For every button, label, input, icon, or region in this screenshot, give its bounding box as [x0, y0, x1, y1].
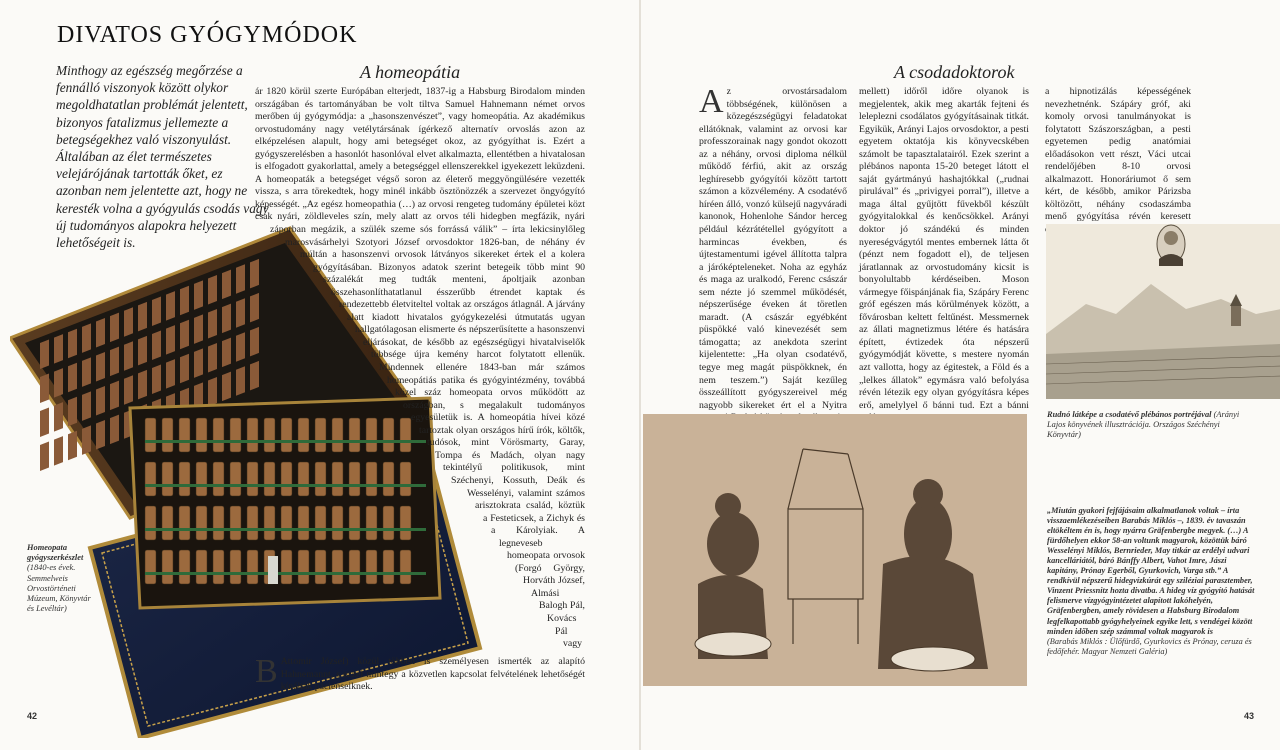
barabas-drawing [643, 414, 1027, 686]
dropcap-b: B [255, 653, 278, 690]
quote-source: (Barabás Miklós : Ülőfürdő, Gyurkovics és Prónay, ceruza és fedőfehér. Magyar Nemzeti Galéria) [1047, 636, 1252, 656]
right-page [641, 0, 1280, 750]
left-page [0, 0, 639, 750]
homeopathy-text: ár 1820 körül szerte Európában elterjedt, 1837-ig a Habsburg Birodalom minden országában és tartományában be volt tiltva Samuel Hahnemann német orvos merőben új gyógymódja: a „hasonszenvészet”, vagy homeopátia. Az akadémikus orvostudomány nagy vetélytársának ígérkező alternatív orvoslás azon az elképzelésen alapult, hogy ami betegséget okoz, az gyógyíthat is. Ezért a gyógyszerelésben a hasonlót hasonlóval elvet alkalmazta, ellentétben a hivatalosan is elfogadott gyakorlattal, amely a betegséggel ellenszerekkel igyekezett leküzdeni. A homeopaták a betegséget végső soron az életerő meggyöngülésére vezették vissza, s arra törekedtek, hogy minél inkább ösztönözzék a szervezet öngyógyító képességét. „Az egész homeopathia (…) az orvosi rengeteg tudomány épületei közt csak nyári, zöldleveles szín, mely alatt az orvos téli hidegben megfázik, nyári záporban megázik, a szülék szeme sós forrássá válik” – írta lekicsinylőleg marosvásárhelyi Szotyori József orvosdoktor 1826-ban, de néhány év múltán a hasonszenvi orvosok látványos sikereket értek el a kolera gyógyításában. Bizonyos adatok szerint betegeik több mint 90 százalékát meg tudták menteni, ápoltjaik azonban összehasonlíthatatlanul ésszerűbb étrendet kaptak és rendezettebb életviteltel voltak az országos átlagnál. A járvány alatt kiadott hivatalos gyógykezelési útmutatás ugyan hallgatólagosan elismerte és népszerűsítette a hasonszenvi eljárásokat, de később az egészségügyi hivatalviselők többsége újra kemény harcot folytatott ellenük. Mindennek ellenére 1843-ban már számos homeopátiás patika és gyógyintézmény, továbbá közel száz homeopata orvos működött az országban, s megalakult tudományos egyesületük is. A homeopátia hívei közé tartoztak olyan országos hírű írók, költők, tudósok, mint Vörösmarty, Garay, Tompa és Madách, olyan nagy tekintélyű politikusok, mint Széchenyi, Kossuth, Deák és Wesselényi, valamint számos arisztokrata család, köztük a Festeticsek, a Zichyk és a Károlyiak. A legneveseb homeopata orvosok (Forgó György, Horváth József, Almási Balogh Pál, Kovács Pál vagy Attomir József) közül többen is személyesen ismerték az alapító Hahnemannt, s ezzel mintegy a közvetlen kapcsolat felvételének lehetőségét kínálták pácienseiknek. [255, 86, 585, 693]
rudno-landscape-illustration [1046, 214, 1280, 404]
chapter-title: DIVATOS GYÓGYMÓDOK [57, 22, 358, 48]
page-number-right: 43 [1244, 711, 1255, 721]
rudno-caption-title: Rudnó látképe a csodatévő plébános portréjával [1047, 410, 1212, 419]
section-title-miracle-doctors: A csodadoktorok [894, 62, 1015, 82]
kit-caption [27, 543, 99, 614]
intro-paragraph: Minthogy az egészség megőrzése a fennálló viszonyok között olykor megoldhatatlan problémát jelentett, bizonyos fatalizmus jellemezte a betegségekhez való viszonyulást. Általában az élet természetes velejárójának tartották őket, ez azonban nem jelentette azt, hogy ne keresték volna a gyógyulás csodás vagy új tudományos alapokra helyezett lehetőségeit is. [56, 63, 269, 251]
rudno-caption-source: (Arányi Lajos könyvének illusztrációja. Országos Széchényi Könyvtár) [1047, 410, 1240, 440]
dropcap-a: A [699, 83, 724, 120]
page-number-left: 42 [27, 711, 38, 721]
miracle-doctors-col3: a hipnotizálás képességének nevezhetnénk. Szápáry gróf, aki komoly orvosi tanulmányokat is folytatott Szászországban, a pesti egyetemen pedig anatómiai előadásokon vett részt, Váci utcai rendelőjében 8-10 orvosi alkalmazott. Honoráriumot ő sem kért, de később, amikor Párizsba költözött, néhány csodaszámba menő gyógyítása révén keresett [1045, 86, 1191, 223]
miracle-doctors-col2: mellett) időről időre olyanok is megjelentek, akik meg akarták fejteni és leleplezni csodálatos gyógyításainak titkát. Egyikük, Arányi Lajos orvosdoktor, a pesti egyetem oktatója kis könyvecskében számolt be tapasztalatairól. Ezek szerint a plébános naponta 15-20 beteget látott el saját gyártmányú hashajtókkal („rudnai pirulával” és „privigyei porral”), illetve a maga által gyűjtött fűvekből készült gyógyitalokkal és kenőcsökkel. Arányi doktor jó szándékú és minden nyereségvágytól mentes embernek látta őt (pénzt nem fogadott el), de teljesen járatlannak az orvostudomány kicsit is bonyolultabb kérdéseiben. Moson vármegye főispánjának fia, Szápáry Ferenc gróf egészen más körülmények között, a fővárosban keltett feltűnést. Messmernek az állati magnetizmus létére és hatására épített, évtizedek óta népszerű gyógymódját követte, s mestere nyomán azt vallotta, hogy az égitestek, a Föld és a „lelkes állatok” egymásra való befolyása révén létezik egy olyan gyógyításra képes erő, amelylyel ő bánni tud. Ezt a bánni [859, 86, 1029, 411]
homeopathy-body [255, 86, 585, 693]
barabas-quote [1047, 506, 1257, 657]
kit-caption-title: Homeopata gyógyszerkészlet [27, 543, 84, 563]
section-title-homeopathy: A homeopátia [360, 62, 461, 82]
rudno-caption [1047, 410, 1247, 441]
miracle-doctors-col1 [699, 83, 847, 411]
kit-caption-source: (1840-es évek. Semmelweis Orvostörténeti Múzeum, Könyvtár és Levéltár) [27, 563, 91, 614]
col1-text: z orvostársadalom többségének, különösen a közegészségügyi feladatokat ellátóknak, valamint az orvosi kar professzorainak nagy gondot okozott az a néhány, orvosi diploma nélkül működő férfiú, akit az ország leghíresebb gyógyítói között tartott számon a közvélemény. A csodatévő híréen álló, vonzó külsejű nagyváradi kanonok, Hohenlohe Sándor herceg például kézrátétellel gyógyított a harmincas években, és újtestamentumi igével állította talpra a járóképteleneket. Noha az egyház és maga az uralkodó, Ferenc császár sem nézte jó szemmel működését, népszerűsége éveken át töretlen maradt. (A császár egyébként püspökké való kinevezését sem támogatta; az anekdota szerint kijelentette: „Ha olyan csodatévő, tegye meg magát püspökknek, én nem teszem.”) Saját kezűleg összeállított gyógyszereivel még nagyobb sikereket ért el a Nyitra [699, 86, 847, 411]
quote-text: „Miután gyakori fejfájásaim alkalmatlanok voltak – írta visszaemlékezéseiben Barabás Miklós –, 1839. év tavaszán eltökéltem én is, hogy nyárra Gräfenbergbe megyek. (…) A fürdőhelyen ekkor 58-an voltunk magyarok, közöttük báró Wesselényi Miklós, Bernrieder, May titkár az erdélyi udvari kancelláriától, báró Bánffy Albert, Vahot Imre, Jászi kapitány, Prónay Egerből, Gyurkovich, Varga stb.” A rendkívül népszerű hidegvízkúrát egy sziléziai parasztember, Vinzent Priessnitz hozta divatba. A hideg víz gyógyító hatását felismerve vízgyógyintézetet alapított lakóhelyén, Gräfenbergben, amely rövidesen a Habsburg Birodalom legfelkapottabb gyógyhelyeinek egyike lett, s vendégei között minden időben szép számmal voltak magyarok is [1047, 506, 1255, 636]
